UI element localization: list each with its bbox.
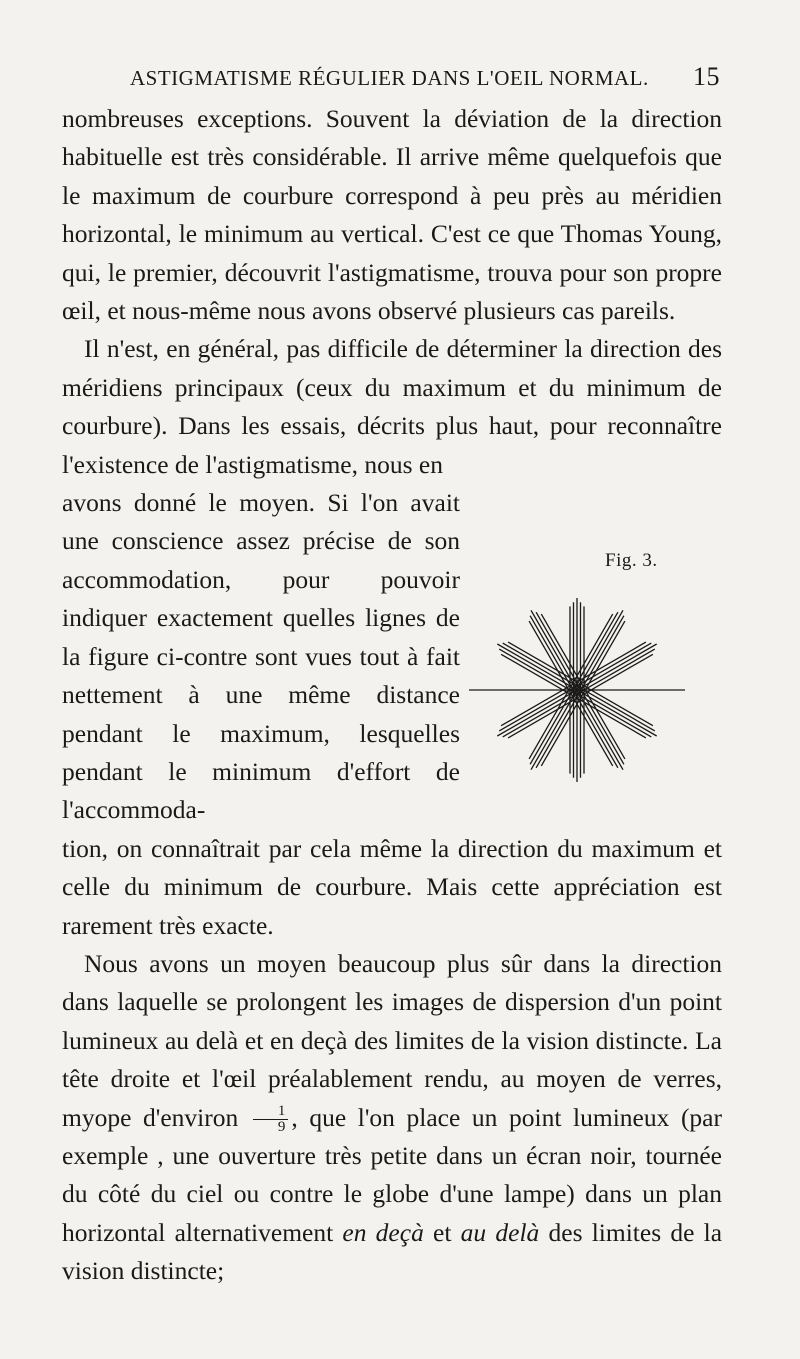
paragraph-3-et: et [433, 1217, 452, 1247]
figure-line-150deg [499, 649, 651, 737]
figure-label: Fig. 3. [605, 550, 658, 571]
paragraph-2-rest: tion, on connaîtrait par cela même la direction du maximum et celle du minimum de courbure. Mais cette appréciation est rarement très exacte. [62, 833, 722, 940]
fraction-numerator: 1 [253, 1104, 289, 1120]
fraction-denominator: 9 [277, 1119, 286, 1136]
italic-en-deca: en deçà [342, 1217, 424, 1247]
paragraph-3 [62, 945, 722, 1291]
paragraph-1: nombreuses exceptions. Souvent la déviation de la direction habituelle est très considérable. Il arrive même quelquefois que le maximum de courbure correspond à peu près au méridien horizontal, le minimum au vertical. C'est ce que Thomas Young, qui, le premier, découvrit l'astigmatisme, trouva pour son propre œil, et nous-même nous avons observé plusieurs cas pareils. [62, 104, 722, 326]
fraction [253, 1104, 289, 1135]
running-header [130, 62, 720, 91]
italic-au-dela: au delà [460, 1217, 540, 1247]
paragraph-2-full-width: Il n'est, en général, pas difficile de déterminer la direction des méridiens principaux (ceux du maximum et du minimum de courbure). Dans les essais, décrits plus haut, pour reconnaître l'existence de l'astigmatisme, nous en [62, 334, 722, 479]
page-number: 15 [693, 62, 720, 91]
figure-3 [465, 550, 695, 810]
figure-line-150deg [503, 643, 655, 731]
paragraph-3-end: des limites de la vision distincte; [62, 1217, 723, 1286]
header-title: ASTIGMATISME RÉGULIER DANS L'OEIL NORMAL. [130, 66, 649, 90]
astigmatism-radiating-lines-diagram [465, 590, 695, 810]
paragraph-3-middle: , que l'on place un point lumineux (par exemple , une ouverture très petite dans un écran noir, tournée du côté du ciel ou contre le globe d'une lampe) dans un plan horizontal alternativement [62, 1102, 722, 1247]
paragraph-2-wrapped: avons donné le moyen. Si l'on avait une conscience assez précise de son accommodation, pour pouvoir indiquer exactement quelles lignes de la figure ci-contre sont vues tout à fait nettement à une même distance pendant le maximum, lesquelles pendant le minimum d'effort de l'accommoda- [62, 488, 460, 825]
paragraph-3-start: Nous avons un moyen beaucoup plus sûr dans la direction dans laquelle se prolongent les images de dispersion d'un point lumineux au delà et en deçà des limites de la vision distincte. La tête droite et l'œil préalablement rendu, au moyen de verres, myope d'environ [62, 948, 722, 1132]
